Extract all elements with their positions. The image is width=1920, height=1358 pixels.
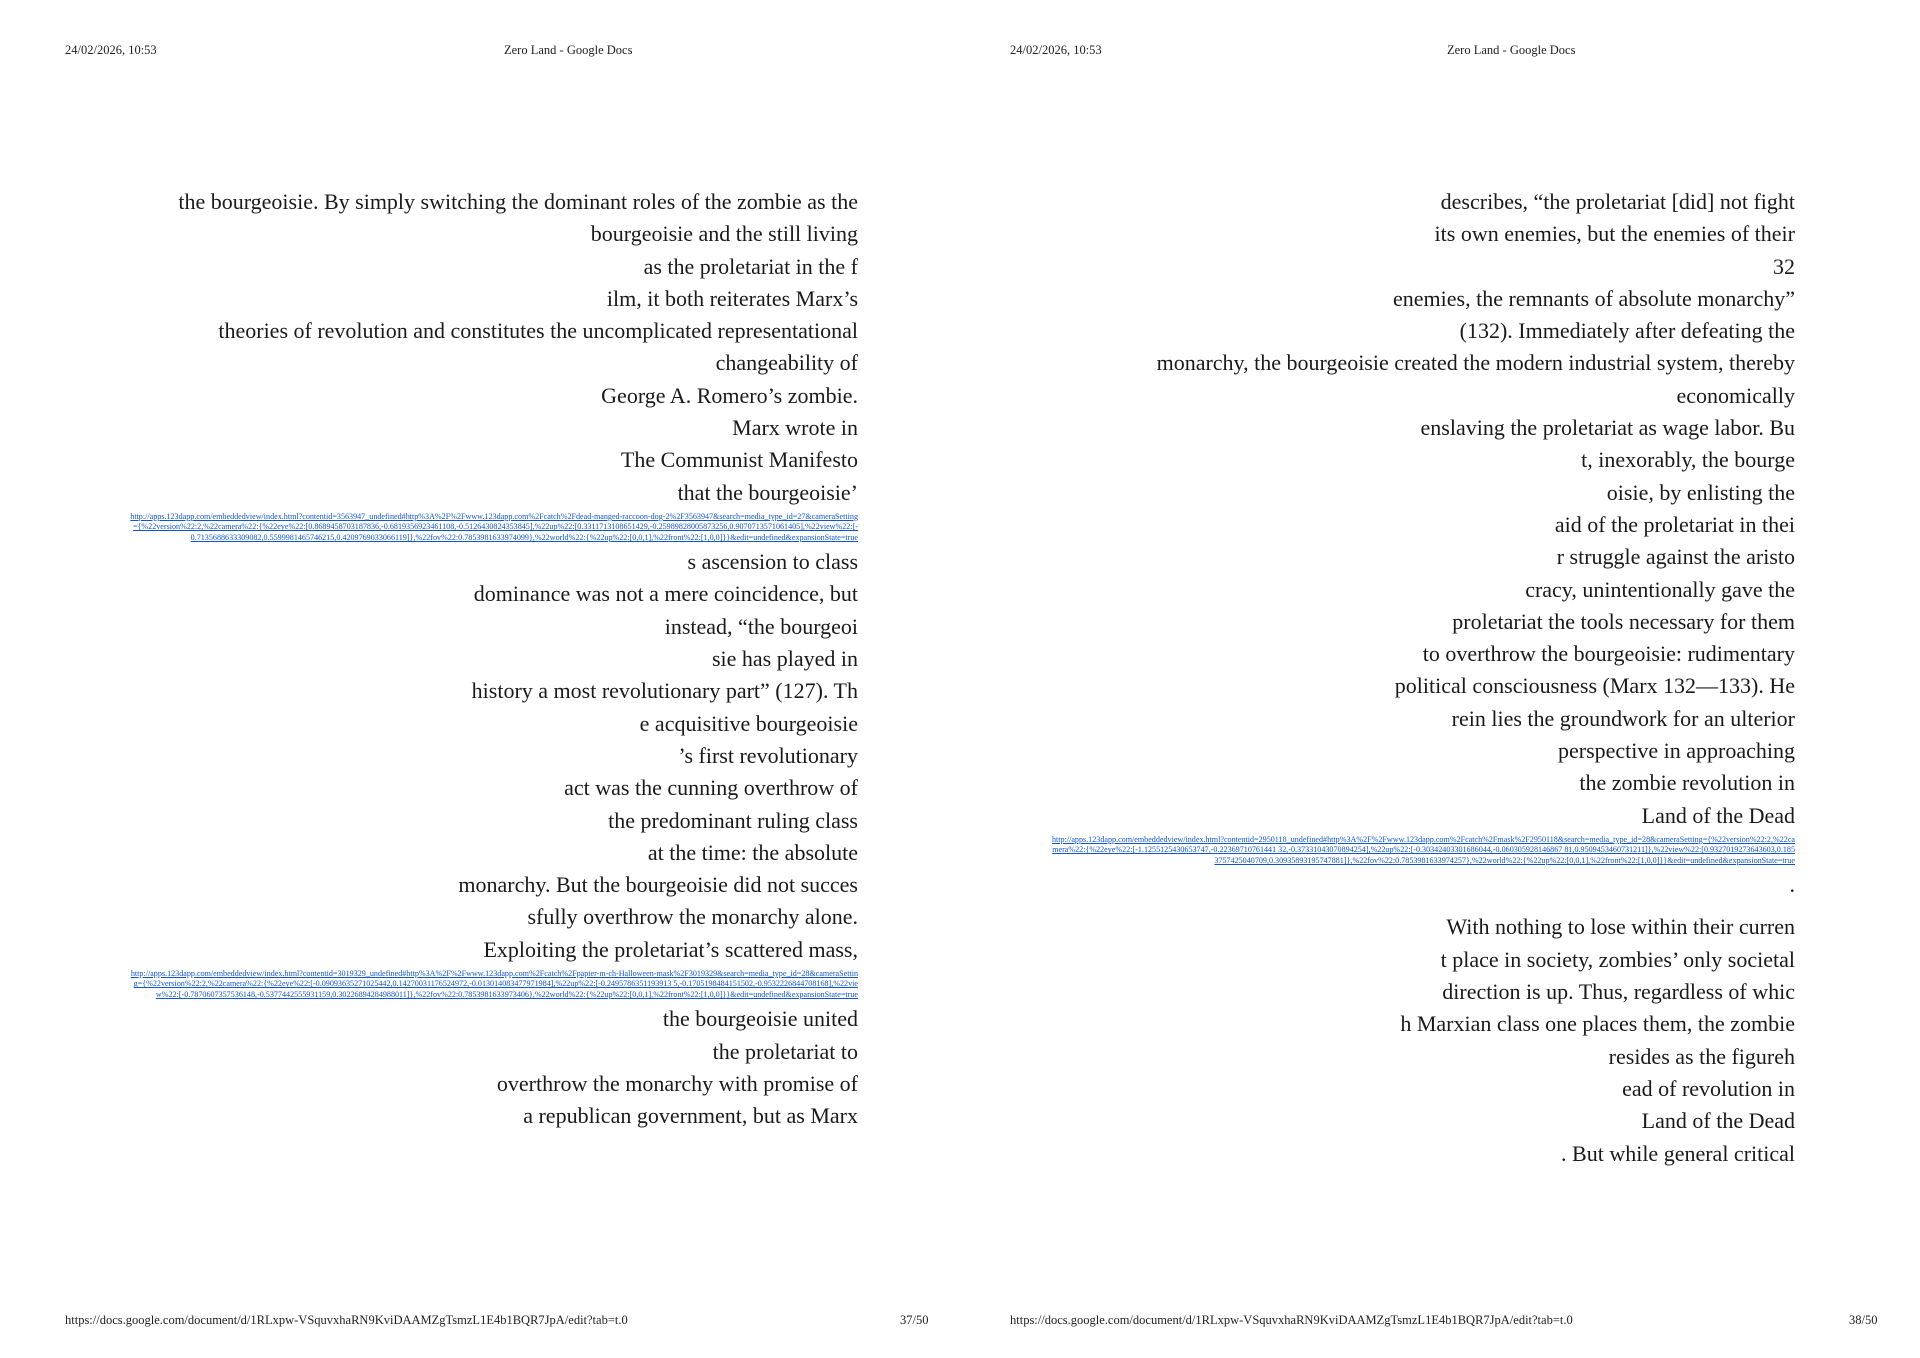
print-header-datetime: 24/02/2026, 10:53 — [65, 43, 157, 57]
document-page-left — [0, 0, 942, 1358]
text-line: its own enemies, but the enemies of their — [1434, 221, 1795, 247]
text-line: a republican government, but as Marx — [523, 1103, 858, 1129]
text-line: sie has played in — [711, 646, 858, 672]
page-body-text — [1051, 186, 1795, 1170]
text-line: . — [1789, 872, 1795, 898]
text-line: Marx wrote in — [732, 415, 858, 441]
print-header-title: Zero Land - Google Docs — [504, 43, 633, 57]
document-page-right — [942, 0, 1920, 1358]
text-line: cracy, unintentionally gave the — [1525, 576, 1795, 602]
text-line: ead of revolution in — [1622, 1075, 1795, 1101]
embedded-model-link[interactable]: http://apps.123dapp.com/embeddedview/index.html?contentid=3563947_undefined#http%3A%2F%2Fwww.123dapp.com%2Fcatch%2Fdead-manged-raccoon-dog-2%2F3563947&search=media_type_id=27&cameraSetting={%22version%22:2,%22camera%22:{%22eye%22:[0.8689458703187836,-0.6819356923461108,-0.5126430824353845],%22up%22:[0.3311713108651429,-0.25989828005873256,0.9070713571061405],%22view%22:[-0.7135688633309082,0.5599981465746215,0.4209769033066119]},%22fov%22:0.7853981633974099},%22world%22:{%22up%22:[0,0,1],%22front%22:[1,0,0]}}&edit=undefined&expansionState=true — [130, 511, 858, 542]
text-line: monarchy, the bourgeoisie created the modern industrial system, thereby — [1156, 350, 1795, 376]
text-line: overthrow the monarchy with promise of — [496, 1070, 858, 1096]
text-line: the zombie revolution in — [1579, 770, 1795, 796]
page-number: 38/50 — [1849, 1313, 1878, 1327]
text-line: Land of the Dead — [1641, 802, 1795, 828]
text-line: dominance was not a mere coincidence, but — [473, 581, 858, 607]
embedded-model-link[interactable]: http://apps.123dapp.com/embeddedview/index.html?contentid=3019329_undefined#http%3A%2F%2Fwww.123dapp.com%2Fcatch%2Fpapier-m-ch-Halloween-mask%2F3019329&search=media_type_id=28&cameraSetting={%22version%22:2,%22camera%22:{%22eye%22:[-0.09093635271025442,0.14270031176524972,-0.013014083477971984],%22up%22:[-0.2495786351193913 5,-0.1705198484151502,-0.9532226844708168],%22view%22:[-0.7870607357536148,-0.5377442555931159,0.30226894284988011]},%22fov%22:0.7853981633973406},%22world%22:{%22up%22:[0,0,1],%22front%22:[1,0,0]}}&edit=undefined&expansionState=true — [130, 969, 858, 999]
footnote-number: 32 — [1773, 253, 1795, 279]
text-line: the proletariat to — [712, 1038, 858, 1064]
text-line: ilm, it both reiterates Marx’s — [606, 285, 858, 311]
text-line: h Marxian class one places them, the zombie — [1400, 1011, 1795, 1037]
text-line: enemies, the remnants of absolute monarchy” — [1393, 285, 1795, 311]
embedded-model-link[interactable]: http://apps.123dapp.com/embeddedview/index.html?contentid=2950118_undefined#http%3A%2F%2Fwww.123dapp.com%2Fcatch%2Fmask%2F2950118&search=media_type_id=28&cameraSetting={%22version%22:2,%22camera%22:{%22eye%22:[-1.1255125430653747,-0.22369710761441 32,-0.37331043070894254],%22up%22:[-0.30342403301686044,-0.060305928146867 81,0.9509453460731211]},%22view%22:[0.9327019273643603,0.1853757425040709,0.30935893195747881]},%22fov%22:0.7853981633974257},%22world%22:{%22up%22:[0,0,1],%22front%22:[1,0,0]}}&edit=undefined&expansionState=true — [1051, 834, 1795, 865]
text-line: direction is up. Thus, regardless of whic — [1442, 979, 1795, 1005]
text-line: instead, “the bourgeoi — [664, 613, 858, 639]
text-line: oisie, by enlisting the — [1606, 479, 1795, 505]
text-line: enslaving the proletariat as wage labor. Bu — [1420, 415, 1795, 441]
text-line: that the bourgeoisie’ — [677, 479, 858, 505]
text-line: t place in society, zombies’ only societal — [1440, 946, 1795, 972]
text-line: the bourgeoisie united — [662, 1006, 858, 1032]
text-line: history a most revolutionary part” (127). Th — [471, 678, 858, 704]
text-line: proletariat the tools necessary for them — [1452, 608, 1795, 634]
text-line: as the proletariat in the f — [643, 253, 858, 279]
text-line: the bourgeoisie. By simply switching the dominant roles of the zombie as the — [178, 189, 858, 214]
text-line: The Communist Manifesto — [620, 447, 858, 473]
text-line: Land of the Dead — [1641, 1108, 1795, 1134]
text-line: rein lies the groundwork for an ulterior — [1451, 705, 1795, 731]
text-line: s ascension to class — [687, 549, 858, 575]
page-body-text — [130, 186, 858, 1132]
text-line: the predominant ruling class — [608, 807, 858, 833]
text-line: at the time: the absolute — [647, 839, 858, 865]
paragraph-gap — [1070, 901, 1795, 911]
text-line: t, inexorably, the bourge — [1581, 447, 1795, 473]
print-footer-url: https://docs.google.com/document/d/1RLxpw-VSquvxhaRN9KviDAAMZgTsmzL1E4b1BQR7JpA/edit?tab=t.0 — [1010, 1313, 1573, 1327]
text-line: act was the cunning overthrow of — [564, 775, 858, 801]
print-header-title: Zero Land - Google Docs — [1447, 43, 1576, 57]
text-line: describes, “the proletariat [did] not fight — [1440, 189, 1795, 214]
text-line: theories of revolution and constitutes the uncomplicated representational — [218, 318, 858, 344]
text-line: perspective in approaching — [1557, 738, 1795, 764]
text-line: (132). Immediately after defeating the — [1459, 318, 1795, 344]
text-line: resides as the figureh — [1608, 1043, 1795, 1069]
text-line: aid of the proletariat in thei — [1554, 511, 1795, 537]
print-header-datetime: 24/02/2026, 10:53 — [1010, 43, 1102, 57]
text-line: r struggle against the aristo — [1556, 544, 1795, 570]
text-line: to overthrow the bourgeoisie: rudimentary — [1422, 641, 1795, 667]
text-line: changeability of — [715, 350, 858, 376]
text-line: monarchy. But the bourgeoisie did not succes — [458, 872, 858, 898]
text-line: economically — [1676, 382, 1795, 408]
print-footer-url: https://docs.google.com/document/d/1RLxpw-VSquvxhaRN9KviDAAMZgTsmzL1E4b1BQR7JpA/edit?tab=t.0 — [65, 1313, 628, 1327]
text-line: Exploiting the proletariat’s scattered mass, — [483, 936, 858, 962]
page-number: 37/50 — [900, 1313, 929, 1327]
text-line: . But while general critical — [1561, 1140, 1795, 1166]
text-line: With nothing to lose within their curren — [1446, 914, 1795, 940]
text-line: e acquisitive bourgeoisie — [639, 710, 858, 736]
text-line: sfully overthrow the monarchy alone. — [527, 904, 858, 930]
text-line: bourgeoisie and the still living — [590, 221, 858, 247]
text-line: George A. Romero’s zombie. — [601, 382, 858, 408]
text-line: political consciousness (Marx 132—133). He — [1394, 673, 1795, 699]
text-line: ’s first revolutionary — [678, 742, 858, 768]
